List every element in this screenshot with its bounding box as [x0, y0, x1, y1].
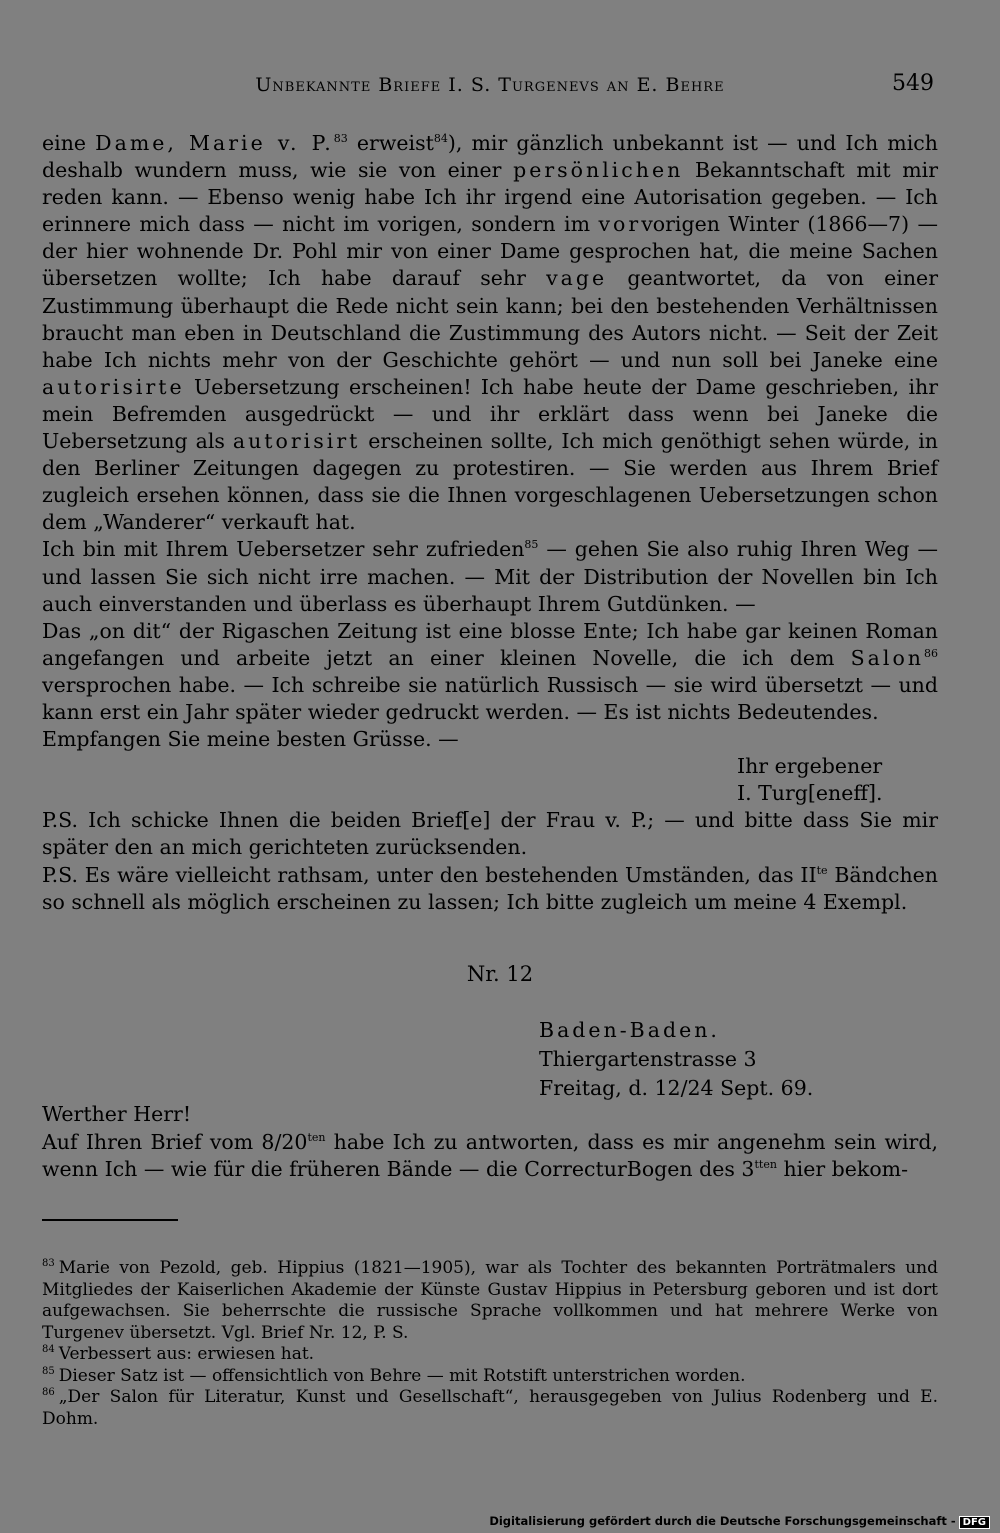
spaced-text: persönlichen	[513, 158, 684, 183]
running-title: Unbekannte Briefe I. S. Turgenevs an E. Behre	[255, 74, 725, 96]
superscript: tten	[754, 1158, 777, 1172]
footnote-mark: 85	[42, 1365, 55, 1377]
spaced-text: vage	[546, 266, 608, 291]
salutation: Werther Herr!	[42, 1102, 192, 1126]
text-run: habe Ich zu antworten, dass es mir angenehm sein wird, wenn Ich — wie für die früheren Bände — die CorrecturBogen des 3	[42, 1129, 938, 1181]
page-number: 549	[892, 71, 934, 96]
paragraph: Empfangen Sie meine besten Grüsse. —	[42, 727, 459, 752]
text-run: eine	[42, 131, 96, 155]
text-run: — gehen Sie also ruhig Ihren Weg — und lassen Sie sich nicht irre machen. — Mit der Distribution der Novellen bin Ich auch einverstanden und überlass es überhaupt Ihrem Gutdünken. —	[42, 537, 938, 616]
letter-12-text	[42, 1101, 938, 1184]
superscript: te	[816, 863, 828, 877]
superscript: ten	[307, 1130, 326, 1144]
footnote-mark: 83	[42, 1258, 55, 1270]
closing: Ihr ergebener	[737, 754, 883, 779]
footnote-ref[interactable]: 86	[924, 646, 938, 660]
footnote-mark: 84	[42, 1344, 55, 1356]
spaced-text: autorisirt	[232, 429, 361, 454]
spaced-text: Salon	[850, 645, 924, 670]
text-run: vorigen Winter (1866—7) — der hier wohnende Dr. Pohl mir von einer Dame gesprochen hat, die meine Sachen übersetzen wollte; Ich habe darauf sehr	[42, 212, 938, 291]
text-run: Auf Ihren Brief vom 8/20	[42, 1129, 308, 1154]
address-line: Thiergartenstrasse 3	[539, 1047, 757, 1071]
text-run: erscheinen sollte, Ich mich genöthigt sehen würde, in den Berliner Zeitungen dagegen zu protestiren. — Sie werden aus Ihrem Brief zugleich ersehen können, dass sie die Ihnen vorgeschlagenen Uebersetzungen schon dem „Wanderer“ verkauft hat.	[42, 429, 939, 535]
paragraph	[42, 618, 938, 726]
text-run: hier bekom-	[776, 1157, 909, 1181]
text-run: Ich bin mit Ihrem Uebersetzer sehr zufrieden	[42, 537, 525, 562]
footnote-ref[interactable]: 85	[524, 538, 539, 552]
footnote-text: Marie von Pezold, geb. Hippius (1821—1905), war als Tochter des bekannten Porträtmalers und Mitgliedes der Kaiserlichen Akademie der Künste Gustav Hippius in Petersburg geboren und ist dort aufgewachsen. Sie beherrschte die russische Sprache vollkommen und hat mehrere Werke von Turgenev übersetzt. Vgl. Brief Nr. 12, P. S.	[42, 1258, 938, 1343]
spaced-text: vor	[598, 212, 642, 237]
footnote-ref[interactable]: 84	[433, 132, 448, 146]
text-run: versprochen habe. — Ich schreibe sie natürlich Russisch — sie wird übersetzt — und kann erst ein Jahr später wieder gedruckt werden. — Es ist nichts Bedeutendes.	[42, 672, 938, 724]
text-run: geantwortet, da von einer Zustimmung überhaupt die Rede nicht sein kann; bei den bestehenden Verhältnissen braucht man eben in Deutschland die Zustimmung des Autors nicht. — Seit der Zeit habe Ich nichts mehr von der Geschichte gehört — und nun soll bei Janeke eine	[42, 266, 938, 372]
dfg-logo[interactable]: DFG	[959, 1516, 990, 1529]
page-header	[42, 71, 938, 104]
postscript: P.S. Ich schicke Ihnen die beiden Brief[e] der Frau v. P.; — und bitte dass Sie mir später den an mich gerichteten zurücksenden.	[42, 808, 938, 860]
text-run: Das „on dit“ der Rigaschen Zeitung ist eine blosse Ente; Ich habe gar keinen Roman angefangen und arbeite jetzt an einer kleinen Novelle, die ich dem	[42, 618, 938, 670]
letter-number-heading: Nr. 12	[466, 962, 534, 986]
paragraph	[42, 130, 938, 536]
footnote-text: „Der Salon für Literatur, Kunst und Gesellschaft“, herausgegeben von Julius Rodenberg und E. Dohm.	[42, 1387, 938, 1429]
signature: I. Turg[eneff].	[737, 781, 883, 806]
credit-text: Digitalisierung gefördert durch die Deutsche Forschungsgemeinschaft -	[489, 1514, 956, 1528]
text-run: P.S. Es wäre vielleicht rathsam, unter den bestehenden Umständen, das II	[42, 862, 817, 887]
spaced-text: autorisirte	[42, 374, 185, 399]
footnote-text: Verbessert aus: erwiesen hat.	[58, 1344, 315, 1364]
address-date: Freitag, d. 12/24 Sept. 69.	[539, 1076, 814, 1100]
spaced-text: Dame, Marie v. P.	[95, 131, 334, 155]
paragraph	[42, 1129, 938, 1184]
address-line: Baden-Baden.	[539, 1018, 720, 1042]
text-run: Uebersetzung erscheinen! Ich habe heute der Dame geschrieben, ihr mein Befremden ausgedrückt — und ihr erklärt dass wenn bei Janeke die Uebersetzung als	[42, 374, 938, 454]
footnote-divider	[42, 1219, 178, 1221]
text-run: ), mir gänzlich unbekannt ist — und Ich mich deshalb wundern muss, wie sie von einer	[42, 131, 938, 183]
footnote	[42, 1258, 938, 1344]
footnotes	[42, 1258, 938, 1430]
footnote	[42, 1366, 938, 1388]
footnote-text: Dieser Satz ist — offensichtlich von Behre — mit Rotstift unterstrichen worden.	[58, 1365, 746, 1386]
footnote	[42, 1344, 938, 1366]
text-run: erweist	[347, 131, 434, 155]
footnote-ref[interactable]: 83	[333, 132, 348, 146]
text-run: Bändchen so schnell als möglich erscheinen zu lassen; Ich bitte zugleich um meine 4 Exempl.	[42, 862, 938, 914]
postscript	[42, 862, 938, 916]
letter-address	[539, 1016, 813, 1103]
letter-11-continuation	[42, 130, 938, 916]
digitization-credit	[489, 1514, 990, 1529]
paragraph	[42, 536, 938, 617]
footnote-mark: 86	[42, 1387, 55, 1399]
footnote	[42, 1387, 938, 1430]
text-run: Bekanntschaft mit mir reden kann. — Ebenso wenig habe Ich ihr irgend eine Autorisation gegeben. — Ich erinnere mich dass — nicht im vorigen, sondern im	[42, 158, 938, 237]
